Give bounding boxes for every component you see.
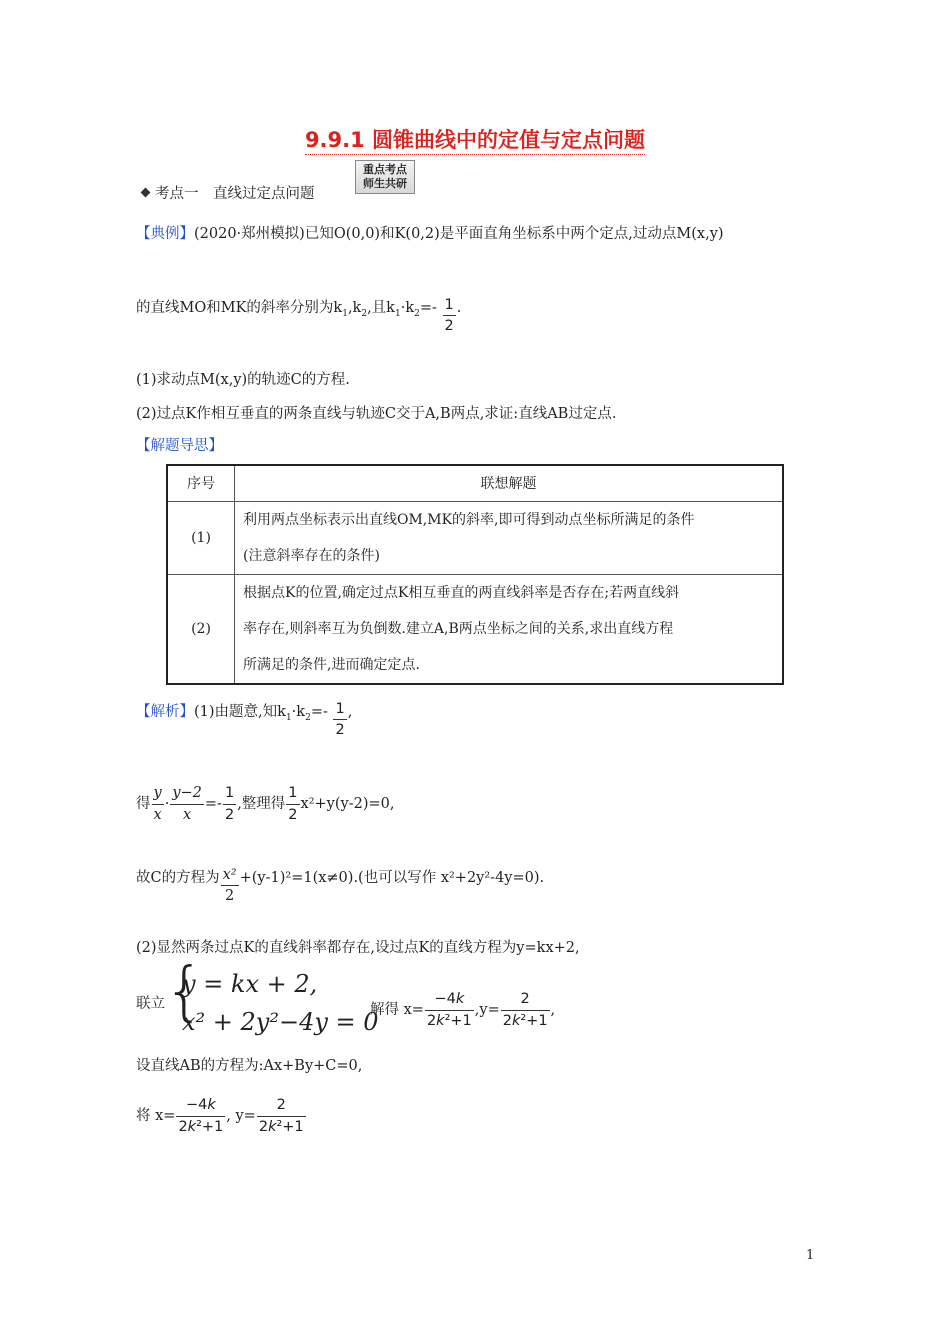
question-2: (2)过点K作相互垂直的两条直线与轨迹C交于A,B两点,求证:直线AB过定点. [136, 406, 617, 422]
solution-line3: 故C的方程为 $\frac{\text{x²}}{2}$ +(y-1)²=1(x≠0).(也可以写作 x²+2y²-4y=0). [136, 866, 545, 904]
table-header-row [167, 465, 783, 501]
example-line2: 的直线MO和MK的斜率分别为$k_1,k_2$,且$k_1\cdot k_2=-$ $\frac{1}{2}$ . [136, 296, 462, 334]
row-content: 根据点K的位置,确定过点K相互垂直的两直线斜率是否存在;若两直线斜 率存在,则斜率互为负倒数.建立A,B两点坐标之间的关系,求出直线方程 所满足的条件,进而确定定点. [235, 574, 784, 684]
solution-line2: 得 $\frac{y}{x}$ · $\frac{y-2}{x}$ =- $\frac{1}{2}$ ,整理得 $\frac{1}{2}$ x²+y(y-2)=0, [136, 785, 395, 823]
solution-line1: 【解析】(1)由题意,知$k_1\cdot k_2=-$ $\frac{1}{2}$ , [136, 700, 353, 738]
row-no: (1) [167, 501, 235, 574]
page-title: 9.9.1 圆锥曲线中的定值与定点问题 [0, 124, 950, 154]
row-no: (2) [167, 574, 235, 684]
brace-icon: { [164, 955, 205, 1029]
question-1: (1)求动点M(x,y)的轨迹C的方程. [136, 372, 350, 388]
solution-line4: (2)显然两条过点K的直线斜率都存在,设过点K的直线方程为y=kx+2, [136, 940, 580, 956]
fraction-one-half: $\frac{1}{2}$ [444, 296, 454, 334]
solution-line7: 将 x= $\frac{-4k}{\text{2k²+1}}$ , y= $\frac{2}{\text{2k²+1}}$ [136, 1097, 304, 1135]
example-line1: 【典例】(2020·郑州模拟)已知O(0,0)和K(0,2)是平面直角坐标系中两个定点,过动点M(x,y) [136, 226, 724, 242]
solution-line6: 设直线AB的方程为:Ax+By+C=0, [136, 1058, 363, 1074]
guide-table [166, 464, 784, 685]
table-row [167, 574, 783, 684]
page-number: 1 [806, 1248, 815, 1263]
row-content: 利用两点坐标表示出直线OM,MK的斜率,即可得到动点坐标所满足的条件 (注意斜率存在的条件) [235, 501, 784, 574]
section-badge: 重点考点 师生共研 [355, 160, 415, 194]
header-no: 序号 [167, 465, 235, 501]
diamond-bullet-icon [141, 188, 151, 198]
header-content: 联想解题 [235, 465, 784, 501]
table-row [167, 501, 783, 574]
section-heading: 考点一 直线过定点问题 [140, 182, 315, 203]
guide-tag: 【解题导思】 [136, 438, 223, 454]
